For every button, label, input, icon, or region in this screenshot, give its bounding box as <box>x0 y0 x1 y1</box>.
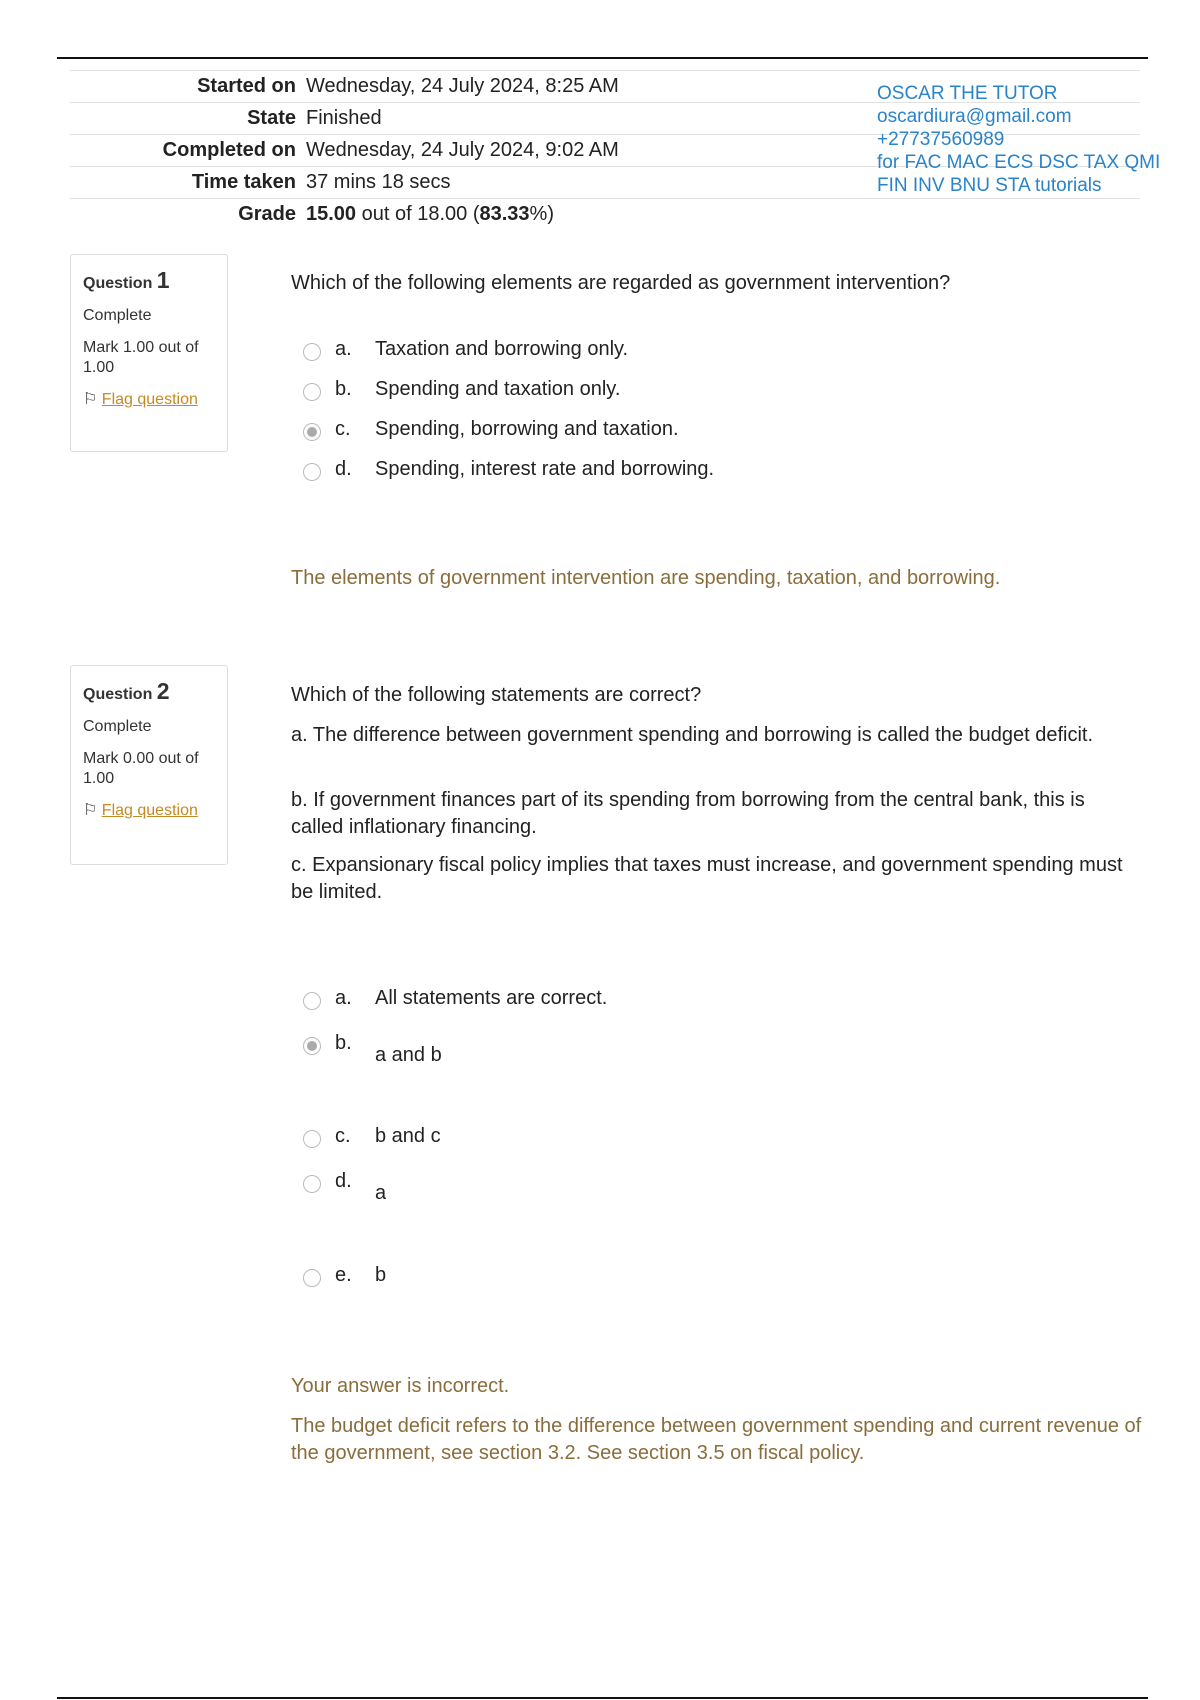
q2-option-d[interactable]: d.a <box>303 1170 386 1193</box>
question-1-text: Which of the following elements are regarded as government intervention? <box>291 272 951 294</box>
grade-score: 15.00 <box>306 203 357 225</box>
statement-b: b. If government finances part of its spending from borrowing from the central bank, this is called inflationary financing. <box>291 789 1085 838</box>
question-mark: Mark 0.00 out of 1.00 <box>83 750 199 787</box>
radio-button[interactable] <box>303 1130 321 1148</box>
q2-feedback-result: Your answer is incorrect. <box>291 1375 510 1397</box>
top-divider <box>57 57 1148 59</box>
question-status: Complete <box>83 718 152 735</box>
question-2-text: Which of the following statements are correct? <box>291 684 702 706</box>
summary-row-started: Started on Wednesday, 24 July 2024, 8:25 AM <box>70 70 1140 102</box>
radio-button[interactable] <box>303 463 321 481</box>
radio-button[interactable] <box>303 383 321 401</box>
question-2-info: Question 2 Complete Mark 0.00 out of 1.00 ⚐ Flag question <box>70 665 228 865</box>
summary-row-completed: Completed on Wednesday, 24 July 2024, 9:02 AM <box>70 134 1140 166</box>
radio-button-selected[interactable] <box>303 423 321 441</box>
q2-option-a[interactable]: a. All statements are correct. <box>303 987 607 1010</box>
q2-option-c[interactable]: c. b and c <box>303 1125 441 1148</box>
radio-button[interactable] <box>303 1269 321 1287</box>
flag-icon: ⚐ <box>83 391 98 408</box>
q2-feedback-explanation: The budget deficit refers to the difference between government spending and current revenue of the government, see section 3.2. See section 3.5 on fiscal policy. <box>291 1415 1142 1464</box>
radio-button[interactable] <box>303 992 321 1010</box>
bottom-divider <box>57 1697 1148 1699</box>
flag-icon: ⚐ <box>83 802 98 819</box>
q2-option-e[interactable]: e. b <box>303 1264 386 1287</box>
flag-question-link[interactable]: Flag question <box>101 391 198 408</box>
q2-option-b[interactable]: b.a and b <box>303 1032 442 1055</box>
q1-option-a[interactable]: a. Taxation and borrowing only. <box>303 338 628 361</box>
question-mark: Mark 1.00 out of 1.00 <box>83 339 199 376</box>
summary-row-state: State Finished <box>70 102 1140 134</box>
statement-c: c. Expansionary fiscal policy implies that taxes must increase, and government spending must be limited. <box>291 854 1123 903</box>
q1-option-c[interactable]: c. Spending, borrowing and taxation. <box>303 418 679 441</box>
summary-row-grade: Grade 15.00 out of 18.00 (83.33%) <box>70 198 1140 230</box>
flag-question-link[interactable]: Flag question <box>101 802 198 819</box>
statement-a: a. The difference between government spending and borrowing is called the budget deficit. <box>291 724 1094 746</box>
q1-option-b[interactable]: b. Spending and taxation only. <box>303 378 620 401</box>
radio-button[interactable] <box>303 343 321 361</box>
question-1-info: Question 1 Complete Mark 1.00 out of 1.00 ⚐ Flag question <box>70 254 228 452</box>
radio-button[interactable] <box>303 1175 321 1193</box>
q1-option-d[interactable]: d. Spending, interest rate and borrowing. <box>303 458 714 481</box>
question-status: Complete <box>83 307 152 324</box>
radio-button-selected[interactable] <box>303 1037 321 1055</box>
summary-row-time: Time taken 37 mins 18 secs <box>70 166 1140 198</box>
tutor-watermark: OSCAR THE TUTOR oscardiura@gmail.com +27737560989 for FAC MAC ECS DSC TAX QMI FIN INV BNU STA tutorials <box>877 83 1161 196</box>
q1-feedback: The elements of government intervention are spending, taxation, and borrowing. <box>291 567 1001 589</box>
grade-percent: 83.33 <box>479 203 530 225</box>
